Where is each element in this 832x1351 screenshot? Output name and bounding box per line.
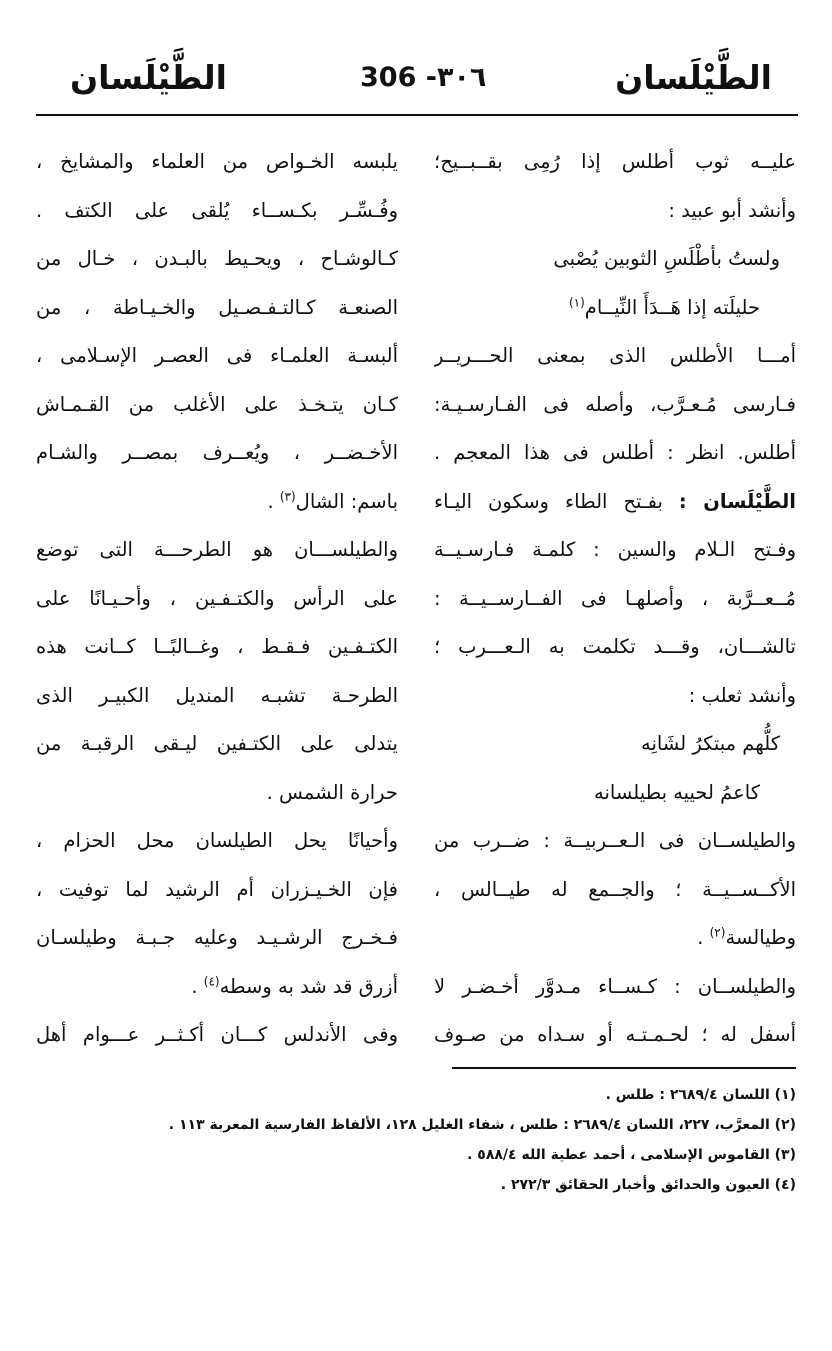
text-span: وطيالسة <box>725 926 796 949</box>
footnote: (١) اللسان ٢٦٨٩/٤ : طلس . <box>605 1087 796 1103</box>
text-line: وأحيانًا يحل الطيلسان محل الحزام ، <box>36 829 398 852</box>
left-column <box>36 138 398 1060</box>
text-span: باسم: الشال <box>295 489 398 513</box>
entry-heading-line <box>434 478 796 527</box>
text-line: الأخـضــر ، ويُعــرف بمصــر والشـام <box>36 441 398 464</box>
text-line: الكتـفـين فـقـط ، وغــالبًــا كــانت هذه <box>36 635 398 658</box>
text-line: يتدلى على الكتـفين ليـقى الرقبـة من <box>36 732 398 755</box>
text-line: فـارسى مُـعـرَّب، وأصله فى الفـارسـيـة: <box>434 392 796 416</box>
text-line: الطرحـة تشبـه المنديل الكبيـر الذى <box>36 683 398 707</box>
text-line: والطيلســان فى الـعــربيــة : ضــرب من <box>434 829 796 852</box>
footnote-marker: (٤) <box>203 974 220 988</box>
text-line: وفى الأندلس كـــان أكـثــر عـــوام أهل <box>36 1023 398 1046</box>
text-line: ألبسـة العلمـاء فى العصـر الإسـلامى ، <box>36 344 398 367</box>
running-title-right: الطَّيْلَسان <box>615 58 772 97</box>
text-line: الصنعـة كـالتـفـصـيل والخـيـاطة ، من <box>36 295 398 319</box>
text-line: حرارة الشمس . <box>266 780 398 804</box>
footnote: (٣) القاموس الإسلامى ، أحمد عطية الله ٥٨٨/٤ . <box>467 1147 796 1163</box>
entry-text: بفـتح الطاء وسكون اليـاء <box>434 489 679 513</box>
text-line: فـخـرج الرشـيـد وعليه جـبـة وطيلسـان <box>36 926 398 949</box>
text-line: عليــه ثوب أطلس إذا رُمِى بقــبــيح؛ <box>434 150 796 173</box>
text-line: الأكــســيــة ؛ والجــمع له طيــالس ، <box>434 877 796 901</box>
text-line: يلبسه الخـواص من العلماء والمشايخ ، <box>36 150 398 173</box>
verse-line <box>434 284 796 333</box>
text-line: مُــعــرَّبة ، وأصلهـا فى الفــارســيــة : <box>434 586 796 610</box>
text-line: أسفل له ؛ لحـمـتـه أو سـداه من صـوف <box>434 1023 796 1046</box>
text-line: والطيلســان : كـســاء مـدوَّر أخـضـر لا <box>434 974 796 998</box>
verse-text: حليلَته إذا هَــدَأَ النِّيــام <box>584 295 760 319</box>
text-line <box>36 963 398 1012</box>
text-line: أمـــا الأطلس الذى بمعنى الحـــريــر <box>434 344 796 367</box>
verse-line: كاعمُ لحييه بطيلسانه <box>594 780 760 804</box>
text-span: . <box>697 926 710 949</box>
entry-headword: الطَّيْلَسان : <box>678 489 796 513</box>
running-title-left: الطَّيْلَسان <box>70 58 227 97</box>
text-span: . <box>191 974 204 998</box>
page-number: 306 -٣٠٦ <box>360 62 487 93</box>
text-line: كـان يتـخـذ على الأغلب من القـمـاش <box>36 392 398 416</box>
text-span: . <box>267 489 280 513</box>
footnotes <box>36 1080 796 1200</box>
text-line: وأنشد ثعلب : <box>688 683 796 707</box>
verse-line: كلُّهم مبتكرُ لشَانِه <box>640 732 780 755</box>
text-line: فإن الخـيـزران أم الرشيد لما توفيت ، <box>36 877 398 901</box>
footnote-marker: (٢) <box>709 925 726 940</box>
text-line: على الرأس والكتـفـين ، وأحـيـانًا على <box>36 586 398 610</box>
footnote-rule <box>452 1067 796 1069</box>
text-line <box>434 914 796 963</box>
text-line: كـالوشـاح ، ويحـيط بالبـدن ، خـال من <box>36 247 398 270</box>
text-line: وفـتح الـلام والسين : كلمـة فـارسـيــة <box>434 538 796 561</box>
footnote: (٢) المعرَّب، ٢٢٧، اللسان ٢٦٨٩/٤ : طلس ، شفاء الغليل ١٢٨، الألفاظ الفارسية المعربة ١١٣ . <box>168 1117 796 1133</box>
text-line <box>36 478 398 527</box>
text-line: وفُـسِّـر بكـســاء يُلقى على الكتف . <box>36 198 398 222</box>
footnote: (٤) العيون والحدائق وأخبار الحقائق ٢٧٢/٣ . <box>500 1177 796 1193</box>
text-line: والطيلســـان هو الطرحـــة التى توضع <box>36 538 398 561</box>
right-column <box>434 138 796 1060</box>
page-header <box>60 58 772 108</box>
footnote-marker: (١) <box>568 295 585 309</box>
text-span: أزرق قد شد به وسطه <box>219 974 398 998</box>
text-line: وأنشد أبو عبيد : <box>668 198 796 222</box>
text-line: تالشـــان، وقـــد تكلمت به الـعـــرب ؛ <box>434 635 796 658</box>
header-rule <box>36 114 798 116</box>
footnote-marker: (٣) <box>279 489 296 503</box>
text-line: أطلس. انظر : أطلس فى هذا المعجم . <box>434 441 796 464</box>
verse-line: ولستُ بأطْلَسِ الثوبين يُصْبى <box>553 247 780 270</box>
